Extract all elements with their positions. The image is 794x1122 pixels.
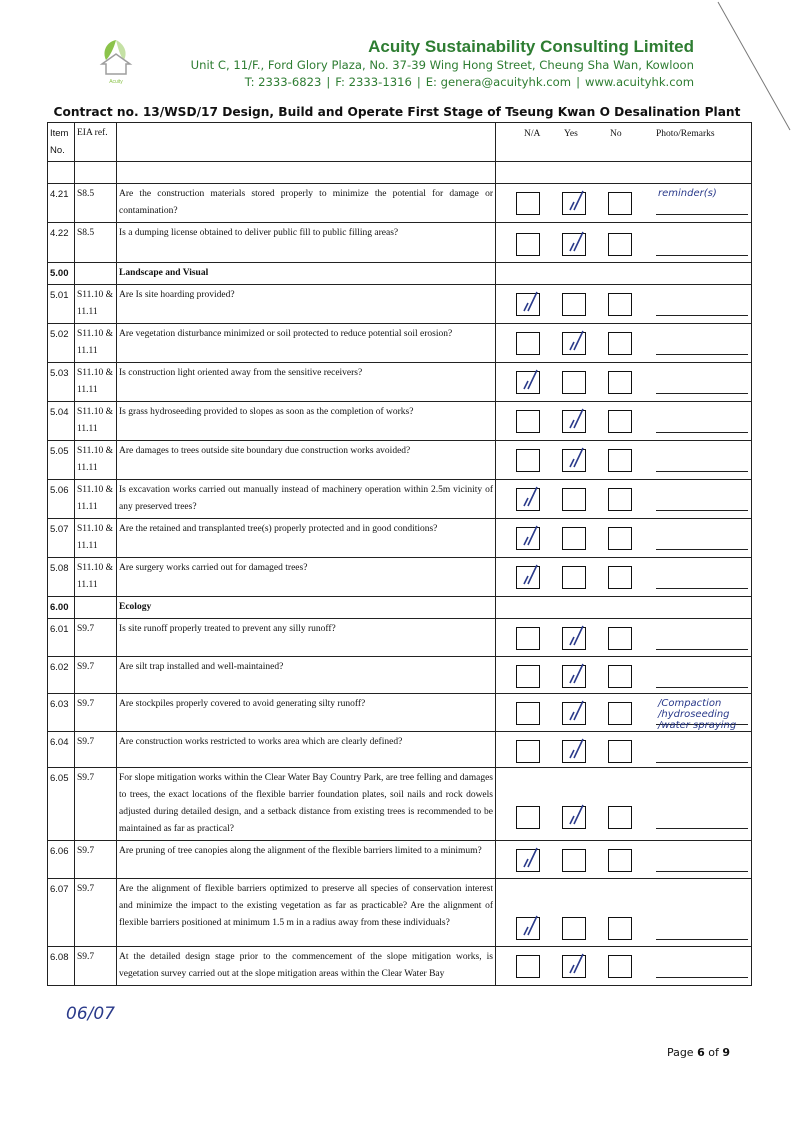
eia-ref: S9.7 xyxy=(75,841,117,879)
remark-line xyxy=(656,687,748,688)
remark-line xyxy=(656,828,748,829)
margin-line xyxy=(704,0,794,140)
item-number: 6.01 xyxy=(48,619,75,657)
eia-ref: S11.10 & 11.11 xyxy=(75,402,117,441)
checkbox-na[interactable] xyxy=(516,665,540,688)
item-number: 6.04 xyxy=(48,732,75,768)
handwritten-remark: /Compaction /hydroseeding /water spraying xyxy=(658,698,737,731)
eia-ref xyxy=(75,597,117,619)
item-number: 6.02 xyxy=(48,657,75,694)
checkbox-yes[interactable] xyxy=(562,293,586,316)
question-text: Are stockpiles properly covered to avoid generating silty runoff? xyxy=(117,694,496,732)
remark-line xyxy=(656,939,748,940)
check-mark-icon xyxy=(564,623,588,649)
table-row xyxy=(48,184,752,223)
check-mark-icon xyxy=(564,406,588,432)
table-row xyxy=(48,324,752,363)
checkbox-no[interactable] xyxy=(608,665,632,688)
check-mark-icon xyxy=(518,845,542,871)
table-row xyxy=(48,694,752,732)
checkbox-na[interactable] xyxy=(516,627,540,650)
eia-ref: S9.7 xyxy=(75,879,117,947)
item-number: 4.22 xyxy=(48,223,75,263)
question-text: Is site runoff properly treated to prevent any silly runoff? xyxy=(117,619,496,657)
question-text: Are the retained and transplanted tree(s) properly protected and in good conditions? xyxy=(117,519,496,558)
eia-ref: S9.7 xyxy=(75,732,117,768)
eia-ref: S9.7 xyxy=(75,947,117,986)
eia-ref: S11.10 & 11.11 xyxy=(75,324,117,363)
checkbox-no[interactable] xyxy=(608,371,632,394)
eia-ref: S11.10 & 11.11 xyxy=(75,480,117,519)
table-header xyxy=(48,123,752,162)
question-text: Are Is site hoarding provided? xyxy=(117,285,496,324)
status-cell xyxy=(496,558,752,597)
checkbox-na[interactable] xyxy=(516,955,540,978)
item-number: 5.01 xyxy=(48,285,75,324)
eia-ref: S11.10 & 11.11 xyxy=(75,363,117,402)
eia-ref: S9.7 xyxy=(75,768,117,841)
checkbox-no[interactable] xyxy=(608,702,632,725)
company-contacts: T: 2333-6823 | F: 2333-1316 | E: genera@acuityhk.com | www.acuityhk.com xyxy=(244,75,694,89)
checkbox-na[interactable] xyxy=(516,740,540,763)
table-row xyxy=(48,558,752,597)
remark-line xyxy=(656,871,748,872)
checkbox-no[interactable] xyxy=(608,627,632,650)
item-number: 4.21 xyxy=(48,184,75,223)
header-eia: EIA ref. xyxy=(75,123,117,162)
eia-ref: S11.10 & 11.11 xyxy=(75,519,117,558)
status-cell xyxy=(496,841,752,879)
remark-line xyxy=(656,315,748,316)
checkbox-yes[interactable] xyxy=(562,917,586,940)
eia-ref: S11.10 & 11.11 xyxy=(75,285,117,324)
remark-line xyxy=(656,354,748,355)
checkbox-yes[interactable] xyxy=(562,371,586,394)
table-row xyxy=(48,841,752,879)
table-row xyxy=(48,363,752,402)
question-text: Are the alignment of flexible barriers optimized to preserve all species of conservation interest and minimize the impact to the existing vegetation as far as practicable? Are the alignment of flexible barriers positioned at minimum 1.5 m in a radius away from these individuals? xyxy=(117,879,496,947)
item-number: 6.03 xyxy=(48,694,75,732)
logo-text: Acuity xyxy=(109,79,123,85)
remark-line xyxy=(656,510,748,511)
remark-line xyxy=(656,549,748,550)
checklist-table xyxy=(47,122,752,986)
remark-line xyxy=(656,432,748,433)
header-no: No xyxy=(610,129,622,139)
checkbox-no[interactable] xyxy=(608,955,632,978)
check-mark-icon xyxy=(564,698,588,724)
check-mark-icon xyxy=(564,445,588,471)
check-mark-icon xyxy=(518,523,542,549)
question-text: Is grass hydroseeding provided to slopes as soon as the completion of works? xyxy=(117,402,496,441)
status-cell xyxy=(496,324,752,363)
checkbox-yes[interactable] xyxy=(562,488,586,511)
eia-ref: S11.10 & 11.11 xyxy=(75,558,117,597)
section-row xyxy=(48,263,752,285)
eia-ref: S9.7 xyxy=(75,694,117,732)
item-number: 6.05 xyxy=(48,768,75,841)
table-row xyxy=(48,879,752,947)
question-text: Is construction light oriented away from the sensitive receivers? xyxy=(117,363,496,402)
question-text: Are the construction materials stored properly to minimize the potential for damage or contamination? xyxy=(117,184,496,223)
status-cell xyxy=(496,480,752,519)
item-number: 5.08 xyxy=(48,558,75,597)
check-mark-icon xyxy=(564,229,588,255)
status-cell xyxy=(496,657,752,694)
question-text: Are pruning of tree canopies along the alignment of the flexible barriers limited to a minimum? xyxy=(117,841,496,879)
question-text: Is excavation works carried out manually instead of machinery operation within 2.5m vicinity of any preserved trees? xyxy=(117,480,496,519)
eia-ref xyxy=(75,263,117,285)
question-text: Are surgery works carried out for damaged trees? xyxy=(117,558,496,597)
table-row xyxy=(48,480,752,519)
remark-line xyxy=(656,649,748,650)
check-mark-icon xyxy=(518,562,542,588)
checkbox-na[interactable] xyxy=(516,702,540,725)
remark-line xyxy=(656,255,748,256)
checkbox-no[interactable] xyxy=(608,192,632,215)
item-number: 6.00 xyxy=(48,597,75,619)
status-cell xyxy=(496,947,752,986)
checkbox-na[interactable] xyxy=(516,332,540,355)
item-number: 5.06 xyxy=(48,480,75,519)
item-number: 5.03 xyxy=(48,363,75,402)
question-text: Are silt trap installed and well-maintained? xyxy=(117,657,496,694)
remark-line xyxy=(656,214,748,215)
checkbox-no[interactable] xyxy=(608,488,632,511)
checkbox-no[interactable] xyxy=(608,566,632,589)
checkbox-na[interactable] xyxy=(516,449,540,472)
question-text: At the detailed design stage prior to the commencement of the slope mitigation works, is vegetation survey carried out at the slope mitigation areas within the Clear Water Bay xyxy=(117,947,496,986)
question-text: Are vegetation disturbance minimized or soil protected to reduce potential soil erosion? xyxy=(117,324,496,363)
checkbox-no[interactable] xyxy=(608,917,632,940)
status-cell xyxy=(496,694,752,732)
eia-ref: S9.7 xyxy=(75,619,117,657)
status-cell xyxy=(496,263,752,285)
checkbox-na[interactable] xyxy=(516,410,540,433)
table-row xyxy=(48,619,752,657)
status-cell xyxy=(496,597,752,619)
company-logo xyxy=(92,34,140,88)
table-row xyxy=(48,947,752,986)
question-text: Is a dumping license obtained to deliver public fill to public filling areas? xyxy=(117,223,496,263)
checkbox-no[interactable] xyxy=(608,332,632,355)
check-mark-icon xyxy=(564,802,588,828)
item-number: 5.05 xyxy=(48,441,75,480)
checkbox-no[interactable] xyxy=(608,449,632,472)
checkbox-no[interactable] xyxy=(608,849,632,872)
item-number: 5.07 xyxy=(48,519,75,558)
remark-line xyxy=(656,588,748,589)
checkbox-no[interactable] xyxy=(608,410,632,433)
tel: T: 2333-6823 xyxy=(244,75,322,89)
handwritten-remark: reminder(s) xyxy=(658,188,717,199)
table-row xyxy=(48,657,752,694)
checkbox-yes[interactable] xyxy=(562,849,586,872)
item-number: 5.04 xyxy=(48,402,75,441)
handwritten-date: 06/07 xyxy=(66,1004,115,1024)
question-text: Are construction works restricted to works area which are clearly defined? xyxy=(117,732,496,768)
status-cell xyxy=(496,732,752,768)
page-number: Page 6 of 9 xyxy=(666,1046,730,1059)
checkbox-no[interactable] xyxy=(608,527,632,550)
fax: F: 2333-1316 xyxy=(335,75,412,89)
status-cell xyxy=(496,519,752,558)
eia-ref: S8.5 xyxy=(75,184,117,223)
header-question xyxy=(117,123,496,162)
checkbox-na[interactable] xyxy=(516,806,540,829)
website: www.acuityhk.com xyxy=(584,75,694,89)
checkbox-yes[interactable] xyxy=(562,566,586,589)
remark-line xyxy=(656,762,748,763)
remark-line xyxy=(656,393,748,394)
checkbox-na[interactable] xyxy=(516,192,540,215)
header-yes: Yes xyxy=(564,129,578,139)
status-cell xyxy=(496,285,752,324)
status-cell xyxy=(496,402,752,441)
checkbox-na[interactable] xyxy=(516,233,540,256)
section-title: Landscape and Visual xyxy=(117,263,496,285)
table-row xyxy=(48,285,752,324)
email: E: genera@acuityhk.com xyxy=(425,75,572,89)
check-mark-icon xyxy=(564,661,588,687)
section-row xyxy=(48,597,752,619)
checkbox-no[interactable] xyxy=(608,806,632,829)
question-text: For slope mitigation works within the Clear Water Bay Country Park, are tree felling and damages to trees, the exact locations of the flexible barrier foundation plates, soil nails and rock dowels adjusted during detailed design, and a setback distance from existing trees is recommended to be maintained as far as practical? xyxy=(117,768,496,841)
table-row xyxy=(48,441,752,480)
section-title: Ecology xyxy=(117,597,496,619)
spacer-row xyxy=(48,162,752,184)
status-cell xyxy=(496,768,752,841)
check-mark-icon xyxy=(518,367,542,393)
item-number: 6.07 xyxy=(48,879,75,947)
company-address: Unit C, 11/F., Ford Glory Plaza, No. 37-39 Wing Hong Street, Cheung Sha Wan, Kowloon xyxy=(190,58,694,72)
remark-line xyxy=(656,471,748,472)
check-mark-icon xyxy=(518,289,542,315)
check-mark-icon xyxy=(518,913,542,939)
check-mark-icon xyxy=(564,951,588,977)
header-status xyxy=(496,123,752,162)
check-mark-icon xyxy=(518,484,542,510)
item-number: 5.00 xyxy=(48,263,75,285)
status-cell xyxy=(496,363,752,402)
header-remarks: Photo/Remarks xyxy=(656,129,715,139)
table-row xyxy=(48,732,752,768)
company-name: Acuity Sustainability Consulting Limited xyxy=(368,37,694,56)
item-number: 6.06 xyxy=(48,841,75,879)
status-cell xyxy=(496,619,752,657)
item-number: 6.08 xyxy=(48,947,75,986)
check-mark-icon xyxy=(564,188,588,214)
checkbox-no[interactable] xyxy=(608,233,632,256)
question-text: Are damages to trees outside site boundary due construction works avoided? xyxy=(117,441,496,480)
checkbox-no[interactable] xyxy=(608,293,632,316)
table-row xyxy=(48,768,752,841)
status-cell xyxy=(496,879,752,947)
checkbox-yes[interactable] xyxy=(562,527,586,550)
header-item: Item No. xyxy=(48,123,75,162)
check-mark-icon xyxy=(564,328,588,354)
checkbox-no[interactable] xyxy=(608,740,632,763)
status-cell xyxy=(496,223,752,263)
table-row xyxy=(48,402,752,441)
status-cell xyxy=(496,184,752,223)
eia-ref: S11.10 & 11.11 xyxy=(75,441,117,480)
item-number: 5.02 xyxy=(48,324,75,363)
eia-ref: S8.5 xyxy=(75,223,117,263)
table-row xyxy=(48,519,752,558)
check-mark-icon xyxy=(564,736,588,762)
table-row xyxy=(48,223,752,263)
eia-ref: S9.7 xyxy=(75,657,117,694)
contract-title: Contract no. 13/WSD/17 Design, Build and Operate First Stage of Tseung Kwan O Desalination Plant xyxy=(53,105,741,119)
remark-line xyxy=(656,977,748,978)
header-na: N/A xyxy=(524,129,541,139)
status-cell xyxy=(496,441,752,480)
